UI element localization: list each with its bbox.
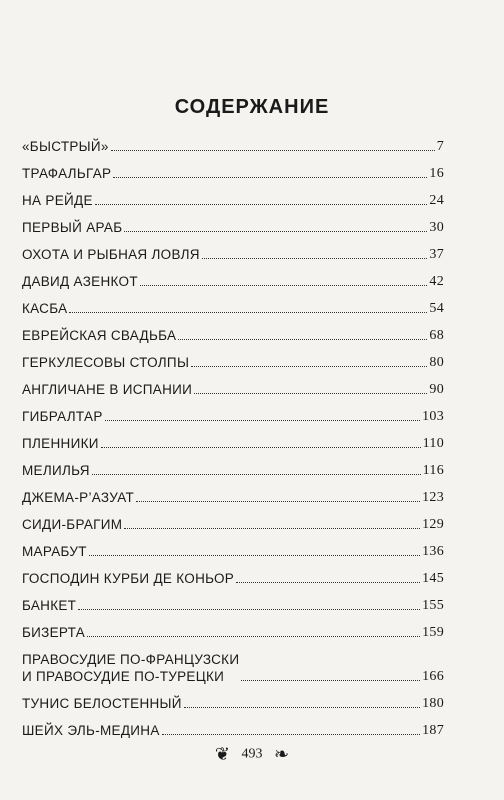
- toc-entry: [22, 327, 444, 344]
- dot-leader: [89, 555, 420, 556]
- ornament-left-icon: ❦: [214, 744, 230, 764]
- dot-leader: [92, 474, 421, 475]
- dot-leader: [194, 393, 427, 394]
- table-of-contents: [22, 138, 444, 749]
- toc-entry: [22, 651, 444, 685]
- toc-entry-page: 136: [422, 544, 444, 559]
- toc-entry-page: 90: [429, 382, 444, 397]
- toc-entry-title: ГОСПОДИН КУРБИ ДЕ КОНЬОР: [22, 571, 235, 586]
- toc-entry-page: 110: [422, 436, 444, 451]
- toc-entry-page: 80: [429, 355, 444, 370]
- toc-entry-page: 159: [422, 625, 444, 640]
- toc-entry-page: 7: [436, 139, 444, 154]
- toc-entry-page: 42: [429, 274, 444, 289]
- toc-entry-title: МАРАБУТ: [22, 544, 87, 559]
- toc-entry: [22, 246, 444, 263]
- toc-entry-page: 180: [422, 696, 444, 711]
- dot-leader: [78, 609, 420, 610]
- toc-entry-page: 16: [429, 166, 444, 181]
- toc-entry-title: ДАВИД АЗЕНКОТ: [22, 274, 138, 289]
- toc-entry-title: ГИБРАЛТАР: [22, 409, 103, 424]
- toc-entry-title: ПЛЕННИКИ: [22, 436, 99, 451]
- toc-entry-title: АНГЛИЧАНЕ В ИСПАНИИ: [22, 382, 193, 397]
- toc-entry-title: ТРАФАЛЬГАР: [22, 166, 112, 181]
- dot-leader: [124, 528, 420, 529]
- dot-leader: [95, 204, 428, 205]
- toc-entry-title: ДЖЕМА-Р’АЗУАТ: [22, 490, 134, 505]
- dot-leader: [241, 680, 420, 681]
- toc-entry-title: ПРАВОСУДИЕ ПО-ФРАНЦУЗСКИ И ПРАВОСУДИЕ ПО-ТУРЕЦКИ: [22, 652, 240, 684]
- toc-entry-page: 24: [429, 193, 444, 208]
- toc-entry-title: КАСБА: [22, 301, 68, 316]
- toc-entry: [22, 489, 444, 506]
- toc-entry: [22, 597, 444, 614]
- dot-leader: [191, 366, 427, 367]
- dot-leader: [124, 231, 427, 232]
- toc-entry-page: 68: [429, 328, 444, 343]
- toc-entry-title: ОХОТА И РЫБНАЯ ЛОВЛЯ: [22, 247, 200, 262]
- page-footer: [0, 744, 504, 765]
- dot-leader: [236, 582, 420, 583]
- toc-entry: [22, 219, 444, 236]
- toc-entry-title: ШЕЙХ ЭЛЬ-МЕДИНА: [22, 723, 160, 738]
- dot-leader: [101, 447, 421, 448]
- dot-leader: [162, 734, 420, 735]
- page-number: 493: [241, 746, 263, 762]
- toc-entry-title: БАНКЕТ: [22, 598, 77, 613]
- toc-entry-title: ГЕРКУЛЕСОВЫ СТОЛПЫ: [22, 355, 190, 370]
- toc-entry: [22, 354, 444, 371]
- toc-entry-title: НА РЕЙДЕ: [22, 193, 93, 208]
- dot-leader: [136, 501, 420, 502]
- toc-entry-title: МЕЛИЛЬЯ: [22, 463, 90, 478]
- toc-entry: [22, 624, 444, 641]
- toc-entry: [22, 435, 444, 452]
- toc-entry: [22, 462, 444, 479]
- toc-entry-page: 166: [422, 669, 444, 684]
- toc-entry: [22, 695, 444, 712]
- toc-entry: [22, 381, 444, 398]
- toc-entry-page: 103: [422, 409, 444, 424]
- dot-leader: [105, 420, 420, 421]
- toc-entry-page: 116: [422, 463, 444, 478]
- dot-leader: [69, 312, 427, 313]
- toc-entry: [22, 300, 444, 317]
- toc-entry: [22, 543, 444, 560]
- dot-leader: [178, 339, 427, 340]
- dot-leader: [184, 707, 420, 708]
- toc-entry-title: ТУНИС БЕЛОСТЕННЫЙ: [22, 696, 182, 711]
- ornament-right-icon: ❧: [274, 744, 290, 764]
- toc-entry-page: 155: [422, 598, 444, 613]
- toc-entry-title: ЕВРЕЙСКАЯ СВАДЬБА: [22, 328, 177, 343]
- toc-entry-page: 54: [429, 301, 444, 316]
- toc-entry: [22, 273, 444, 290]
- toc-entry: [22, 165, 444, 182]
- toc-entry-page: 30: [429, 220, 444, 235]
- dot-leader: [87, 636, 420, 637]
- toc-entry-page: 123: [422, 490, 444, 505]
- toc-entry: [22, 138, 444, 155]
- toc-entry-page: 129: [422, 517, 444, 532]
- toc-entry-page: 37: [429, 247, 444, 262]
- toc-entry-page: 187: [422, 723, 444, 738]
- toc-entry: [22, 516, 444, 533]
- toc-entry-title: «БЫСТРЫЙ»: [22, 139, 109, 154]
- toc-entry: [22, 408, 444, 425]
- toc-entry-title: ПЕРВЫЙ АРАБ: [22, 220, 123, 235]
- dot-leader: [140, 285, 428, 286]
- dot-leader: [111, 150, 435, 151]
- toc-entry-page: 145: [422, 571, 444, 586]
- toc-entry-title: СИДИ-БРАГИМ: [22, 517, 123, 532]
- toc-entry: [22, 722, 444, 739]
- dot-leader: [202, 258, 428, 259]
- dot-leader: [113, 177, 427, 178]
- toc-entry: [22, 570, 444, 587]
- page-title: СОДЕРЖАНИЕ: [174, 96, 330, 118]
- toc-entry-title: БИЗЕРТА: [22, 625, 86, 640]
- toc-entry: [22, 192, 444, 209]
